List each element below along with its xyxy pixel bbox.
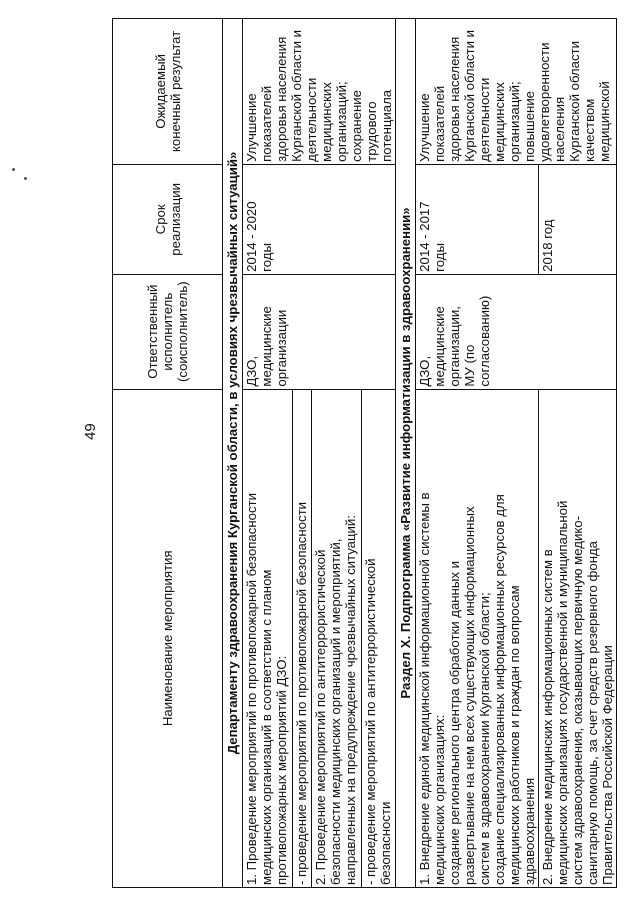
- s2-item1-period: 2014 - 2017 годы: [416, 164, 539, 274]
- header-executor: Ответственный исполнитель (соисполнитель): [113, 274, 223, 389]
- section1-title: Департаменту здравоохранения Курганской области, в условиях чрезвычайных ситуаций»: [223, 19, 243, 888]
- header-period: Срок реализации: [113, 164, 223, 274]
- s2-item2-text: 2. Внедрение медицинских информационных систем в медицинских организациях государственной и муниципальной систем здравоохранения, оказывающих первичную медико- санитарную помощь, за счет средств резервного фонда Правительства Российской Федерации: [539, 389, 617, 887]
- scan-speck: [12, 168, 15, 171]
- page-number: 49: [82, 423, 99, 440]
- s1-result: Улучшение показателей здоровья населения Курганской области и деятельности медицинских организаций; сохранение трудового потенциала: [243, 19, 396, 165]
- section1-title-row: [223, 19, 243, 888]
- s1-item1-text: 1. Проведение мероприятий по противопожарной безопасности медицинских организаций в соответствии с планом противопожарных мероприятий ДЗО:: [243, 389, 293, 887]
- s2-item1-text: 1. Внедрение единой медицинской информационной системы в медицинских организациях: создание регионального центра обработки данных и развертывание на нем всех существующих информационных систем в здравоохранении Курганской области; создание специализированных информационных ресурсов для медицинских работников и граждан по вопросам здравоохранения: [416, 389, 539, 887]
- section2-title-row: [396, 19, 416, 888]
- s1-item2-text: 2. Проведение мероприятий по антитеррористической безопасности медицинских организаций и мероприятий, направленных на предупреждение чрезвычайных ситуаций:: [311, 389, 361, 887]
- table-row: [243, 19, 293, 888]
- s1-executor: ДЗО, медицинские организации: [243, 274, 396, 389]
- s1-sub2: - проведение мероприятий по антитеррористической безопасности: [361, 389, 395, 887]
- s2-executor: ДЗО, медицинские организации, МУ (по согласованию): [416, 274, 617, 389]
- scan-speck: [24, 177, 27, 180]
- s2-item2-period: 2018 год: [539, 164, 617, 274]
- s2-result: Улучшение показателей здоровья населения Курганской области и деятельности медицинских организаций; повышение удовлетворенности населения Курганской области качеством медицинской: [416, 19, 617, 165]
- s1-sub1: - проведение мероприятий по противопожарной безопасности: [292, 389, 311, 887]
- s1-period: 2014 - 2020 годы: [243, 164, 396, 274]
- header-name: Наименование мероприятия: [113, 389, 223, 887]
- header-row: [113, 19, 223, 888]
- section2-title: Раздел X. Подпрограмма «Развитие информатизации в здравоохранении»: [396, 19, 416, 888]
- rotated-table-container: [112, 18, 615, 888]
- table-row: [416, 19, 539, 888]
- measures-table: [112, 18, 617, 888]
- header-result: Ожидаемый конечный результат: [113, 19, 223, 165]
